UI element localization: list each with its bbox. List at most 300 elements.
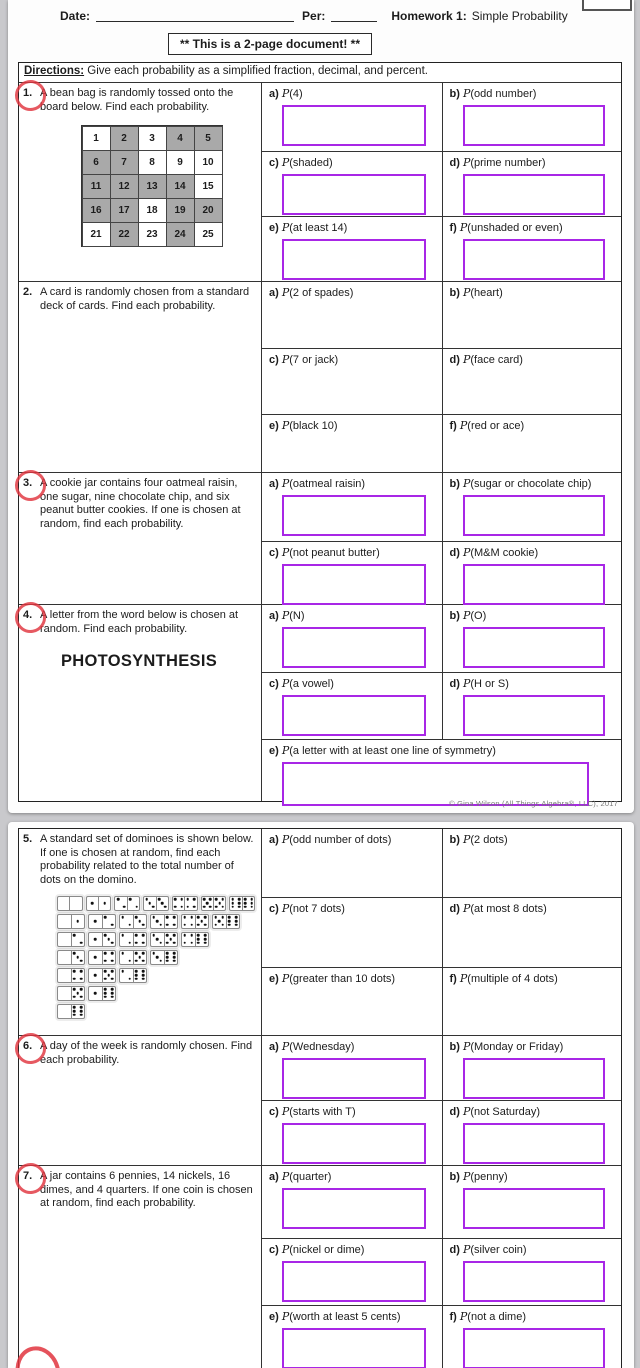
domino-pip: [111, 988, 114, 991]
probability-symbol: P: [281, 1310, 290, 1323]
part-argument: (shaded): [289, 157, 333, 169]
question-3-part-b-cell: [442, 473, 622, 541]
domino-pip: [221, 923, 224, 926]
probability-symbol: P: [459, 972, 468, 985]
question-5-text: A standard set of dominoes is shown below. If one is chosen at random, find each probability related to the total number of dots on the domino.: [40, 833, 254, 886]
domino-2-3: [119, 914, 147, 929]
domino-half: [103, 987, 116, 1000]
domino-pip: [197, 916, 200, 919]
domino-pip: [152, 905, 155, 908]
domino-pip: [200, 920, 203, 923]
question-5-text-cell: [19, 829, 262, 1035]
domino-half: [165, 933, 178, 946]
domino-pip: [135, 977, 138, 980]
domino-1-2: [88, 914, 116, 929]
question-3-row: [19, 472, 621, 604]
board-cell-1: 1: [82, 126, 111, 151]
question-7-part-a-cell: [262, 1166, 442, 1238]
answer-box: [282, 564, 426, 605]
worksheet-page-2: [8, 822, 634, 1368]
question-6-statement: [23, 1040, 255, 1067]
answer-box: [463, 564, 606, 605]
domino-pip: [121, 916, 124, 919]
domino-pip: [173, 923, 176, 926]
domino-pip: [111, 923, 114, 926]
probability-symbol: P: [281, 546, 290, 559]
part-label: [450, 156, 618, 169]
directions-label: Directions:: [24, 65, 85, 77]
answer-box: [282, 1123, 426, 1164]
probability-symbol: P: [281, 156, 290, 169]
part-argument: (quarter): [289, 1171, 332, 1183]
part-label: [450, 677, 618, 690]
domino-pip: [197, 938, 200, 941]
question-2-part-c-cell: [262, 348, 442, 414]
part-label: [269, 744, 617, 757]
part-argument: (worth at least 5 cents): [289, 1311, 401, 1323]
domino-pip: [174, 905, 177, 908]
board-cell-20: 20: [194, 198, 223, 223]
domino-half: [151, 915, 165, 928]
domino-half: [182, 933, 196, 946]
question-1-parts: [262, 83, 621, 281]
part-letter: f): [449, 973, 460, 985]
question-6-part-b-cell: [442, 1036, 622, 1100]
domino-0-6: [57, 1004, 85, 1019]
part-argument: (Monday or Friday): [470, 1041, 564, 1053]
domino-pip: [138, 956, 141, 959]
domino-half: [202, 897, 214, 910]
part-label: [269, 1243, 438, 1256]
domino-0-3: [57, 950, 85, 965]
part-letter: a): [269, 478, 282, 490]
part-label: [269, 902, 438, 915]
question-5-part-c-cell: [262, 897, 442, 967]
domino-half: [103, 933, 116, 946]
domino-pip: [235, 920, 238, 923]
probability-symbol: P: [281, 419, 290, 432]
part-letter: b): [449, 610, 463, 622]
domino-0-2: [57, 932, 85, 947]
domino-pip: [156, 938, 159, 941]
domino-pip: [80, 995, 83, 998]
domino-0-4: [57, 968, 85, 983]
part-letter: b): [449, 88, 463, 100]
homework-label: Homework 1:: [391, 9, 467, 23]
probability-symbol: P: [281, 902, 290, 915]
domino-pip: [203, 898, 206, 901]
part-argument: (7 or jack): [289, 354, 339, 366]
part-argument: (greater than 10 dots): [289, 973, 396, 985]
domino-half: [89, 915, 103, 928]
domino-pip: [244, 902, 247, 905]
probability-symbol: P: [462, 902, 471, 915]
probability-symbol: P: [462, 1040, 471, 1053]
question-6-part-d-cell: [442, 1100, 622, 1165]
domino-pip: [206, 902, 209, 905]
question-7-part-d-cell: [442, 1238, 622, 1305]
domino-half: [103, 969, 116, 982]
question-3-text: A cookie jar contains four oatmeal raisin, one sugar, nine chocolate chip, and six peanut butter cookies. If one is chosen at random, find each probability.: [40, 477, 241, 530]
question-2-part-f-cell: [442, 414, 622, 472]
domino-pip: [166, 959, 169, 962]
domino-pip: [214, 916, 217, 919]
domino-pip: [209, 898, 212, 901]
part-argument: (a vowel): [289, 678, 334, 690]
domino-1-5: [88, 968, 116, 983]
probability-symbol: P: [462, 546, 471, 559]
part-argument: (multiple of 4 dots): [467, 973, 558, 985]
question-6-text: A day of the week is randomly chosen. Find each probability.: [40, 1040, 253, 1066]
question-3-part-d-cell: [442, 541, 622, 604]
probability-symbol: P: [459, 1310, 468, 1323]
domino-pip: [73, 970, 76, 973]
domino-1-4: [88, 950, 116, 965]
domino-4-4: [172, 896, 198, 911]
domino-half: [144, 897, 156, 910]
questions-table-page2: [18, 828, 622, 1368]
domino-half: [58, 951, 72, 964]
domino-pip: [173, 956, 176, 959]
domino-pip: [128, 941, 131, 944]
domino-0-5: [57, 986, 85, 1001]
domino-half: [72, 969, 85, 982]
domino-half: [213, 915, 227, 928]
answer-box: [282, 627, 426, 668]
domino-pip: [111, 952, 114, 955]
domino-pip: [215, 898, 218, 901]
answer-box: [463, 1188, 606, 1229]
part-label: [269, 353, 438, 366]
board-cell-4: 4: [166, 126, 195, 151]
domino-pip: [209, 905, 212, 908]
probability-symbol: P: [281, 677, 290, 690]
part-letter: b): [449, 287, 463, 299]
board-cell-3: 3: [138, 126, 167, 151]
domino-pip: [197, 934, 200, 937]
domino-half: [214, 897, 225, 910]
domino-half: [58, 933, 72, 946]
question-1-statement: [23, 87, 255, 114]
board-cell-13: 13: [138, 174, 167, 199]
domino-1-3: [88, 932, 116, 947]
domino-pip: [80, 988, 83, 991]
domino-half: [72, 987, 85, 1000]
question-4-text-cell: [19, 605, 262, 801]
question-4-part-a-cell: [262, 605, 442, 672]
part-argument: (not 7 dots): [289, 903, 345, 915]
answer-box: [282, 1328, 426, 1368]
domino-pip: [183, 941, 186, 944]
question-2-part-a-cell: [262, 282, 442, 348]
domino-half: [227, 915, 240, 928]
domino-pip: [152, 934, 155, 937]
domino-pip: [159, 941, 162, 944]
question-2-part-e-cell: [262, 414, 442, 472]
part-letter: a): [269, 834, 282, 846]
question-2-part-d-cell: [442, 348, 622, 414]
part-label: [269, 419, 438, 432]
domino-row-6: [57, 986, 255, 1001]
domino-pip: [183, 916, 186, 919]
domino-pip: [173, 934, 176, 937]
domino-half: [89, 987, 103, 1000]
domino-half: [128, 897, 139, 910]
board-cell-9: 9: [166, 150, 195, 175]
board-cell-5: 5: [194, 126, 223, 151]
copyright-text: © Gina Wilson (All Things Algebra®, LLC), 2017: [449, 799, 618, 808]
board-cell-19: 19: [166, 198, 195, 223]
domino-half: [58, 987, 72, 1000]
part-argument: (red or ace): [467, 420, 525, 432]
part-argument: (face card): [470, 354, 523, 366]
part-label: [450, 353, 618, 366]
domino-pip: [91, 902, 94, 905]
domino-pip: [228, 920, 231, 923]
part-label: [269, 833, 438, 846]
domino-pip: [164, 905, 167, 908]
answer-box: [282, 174, 426, 215]
part-letter: c): [269, 903, 282, 915]
question-6-text-cell: [19, 1036, 262, 1165]
domino-1-6: [88, 986, 116, 1001]
questions-table-page1: [18, 62, 622, 802]
board-cell-2: 2: [110, 126, 139, 151]
answer-box: [463, 174, 606, 215]
board-cell-24: 24: [166, 222, 195, 247]
question-7-part-b-cell: [442, 1166, 622, 1238]
question-5-part-f-cell: [442, 967, 622, 1035]
domino-pip: [173, 952, 176, 955]
two-page-banner: ** This is a 2-page document! **: [168, 33, 372, 55]
domino-half: [87, 897, 99, 910]
domino-half: [120, 915, 134, 928]
directions-text: Give each probability as a simplified fraction, decimal, and percent.: [84, 65, 428, 77]
domino-row-5: [57, 968, 255, 983]
probability-symbol: P: [281, 609, 290, 622]
domino-pip: [135, 952, 138, 955]
domino-pip: [121, 970, 124, 973]
domino-pip: [121, 934, 124, 937]
domino-pip: [232, 902, 235, 905]
part-label: [450, 972, 618, 985]
probability-symbol: P: [281, 353, 290, 366]
part-argument: (a letter with at least one line of symmetry): [289, 745, 496, 757]
part-argument: (4): [289, 88, 303, 100]
question-4-row: [19, 604, 621, 801]
domino-pip: [80, 959, 83, 962]
domino-half: [151, 933, 165, 946]
domino-pip: [204, 934, 207, 937]
question-3-part-a-cell: [262, 473, 442, 541]
date-blank-line: [96, 9, 294, 22]
part-label: [269, 156, 438, 169]
domino-pip: [94, 974, 97, 977]
part-argument: (prime number): [470, 157, 546, 169]
part-label: [269, 477, 438, 490]
domino-pip: [76, 992, 79, 995]
question-7-parts: [262, 1166, 621, 1368]
part-label: [269, 1170, 438, 1183]
part-letter: a): [269, 610, 282, 622]
domino-pip: [117, 898, 120, 901]
part-argument: (oatmeal raisin): [289, 478, 366, 490]
domino-pip: [228, 923, 231, 926]
domino-pip: [161, 902, 164, 905]
domino-pip: [111, 970, 114, 973]
question-6-number-circled: 6.: [23, 1040, 40, 1067]
part-label: [450, 477, 618, 490]
domino-pip: [135, 916, 138, 919]
domino-5-6: [212, 914, 240, 929]
answer-box: [282, 1058, 426, 1099]
domino-half: [58, 897, 70, 910]
domino-4-6: [181, 932, 209, 947]
domino-half: [134, 951, 147, 964]
domino-pip: [190, 923, 193, 926]
answer-box: [463, 495, 606, 536]
part-letter: c): [269, 354, 282, 366]
domino-half: [243, 897, 254, 910]
domino-pip: [135, 941, 138, 944]
domino-pip: [166, 952, 169, 955]
domino-pip: [104, 988, 107, 991]
part-letter: c): [269, 678, 282, 690]
question-4-number-circled: 4.: [23, 609, 40, 636]
part-letter: b): [449, 1041, 463, 1053]
question-5-row: [19, 829, 621, 1035]
part-label: [450, 833, 618, 846]
domino-half: [89, 951, 103, 964]
part-letter: c): [269, 157, 282, 169]
domino-half: [185, 897, 196, 910]
part-argument: (M&M cookie): [470, 547, 539, 559]
probability-symbol: P: [462, 353, 471, 366]
domino-pip: [218, 920, 221, 923]
part-label: [450, 87, 618, 100]
domino-half: [230, 897, 242, 910]
part-argument: (odd number of dots): [289, 834, 392, 846]
probability-symbol: P: [462, 1170, 471, 1183]
board-cell-11: 11: [82, 174, 111, 199]
worksheet-header: [60, 9, 628, 23]
probability-board-grid: [81, 125, 223, 247]
probability-symbol: P: [281, 744, 290, 757]
question-2-part-b-cell: [442, 282, 622, 348]
domino-pip: [94, 920, 97, 923]
domino-pip: [142, 941, 145, 944]
domino-pip: [73, 1010, 76, 1013]
domino-half: [103, 951, 116, 964]
domino-pip: [190, 941, 193, 944]
domino-pip: [80, 1010, 83, 1013]
part-label: [450, 609, 618, 622]
domino-pip: [238, 902, 241, 905]
board-cell-8: 8: [138, 150, 167, 175]
question-4-part-c-cell: [262, 672, 442, 739]
domino-pip: [204, 923, 207, 926]
per-blank-line: [331, 9, 377, 22]
domino-pip: [183, 934, 186, 937]
probability-symbol: P: [462, 833, 471, 846]
domino-pip: [73, 977, 76, 980]
domino-0-0: [57, 896, 83, 911]
part-letter: a): [269, 1041, 282, 1053]
domino-pip: [193, 905, 196, 908]
part-letter: d): [449, 354, 463, 366]
board-cell-16: 16: [82, 198, 111, 223]
part-argument: (odd number): [470, 88, 537, 100]
part-label: [269, 609, 438, 622]
domino-pip: [142, 977, 145, 980]
part-letter: e): [269, 973, 282, 985]
part-argument: (unshaded or even): [467, 222, 563, 234]
part-label: [450, 546, 618, 559]
part-argument: (Wednesday): [289, 1041, 355, 1053]
domino-pip: [222, 905, 225, 908]
domino-pip: [104, 992, 107, 995]
domino-half: [182, 915, 196, 928]
question-7-part-e-cell: [262, 1305, 442, 1368]
part-argument: (not a dime): [467, 1311, 526, 1323]
question-3-part-c-cell: [262, 541, 442, 604]
part-letter: b): [449, 834, 463, 846]
answer-box: [463, 1261, 606, 1302]
date-label: Date:: [60, 9, 91, 23]
domino-half: [165, 951, 178, 964]
question-1-text-cell: [19, 83, 262, 281]
probability-symbol: P: [462, 286, 471, 299]
domino-pip: [80, 977, 83, 980]
answer-box: [463, 1328, 606, 1368]
domino-pip: [129, 898, 132, 901]
domino-half: [134, 915, 147, 928]
question-2-row: [19, 281, 621, 472]
domino-pip: [152, 952, 155, 955]
board-cell-23: 23: [138, 222, 167, 247]
domino-half: [58, 1005, 72, 1018]
part-argument: (not peanut butter): [289, 547, 380, 559]
probability-symbol: P: [281, 972, 290, 985]
question-6-part-a-cell: [262, 1036, 442, 1100]
part-letter: f): [449, 1311, 460, 1323]
per-label: Per:: [302, 9, 326, 23]
part-label: [269, 546, 438, 559]
homework-title: Simple Probability: [471, 9, 568, 23]
domino-pip: [203, 905, 206, 908]
domino-pip: [73, 934, 76, 937]
part-letter: d): [449, 547, 463, 559]
probability-symbol: P: [462, 87, 471, 100]
question-6-parts: [262, 1036, 621, 1165]
domino-pip: [80, 970, 83, 973]
photosynthesis-word: PHOTOSYNTHESIS: [60, 652, 218, 671]
domino-pip: [204, 916, 207, 919]
part-argument: (silver coin): [470, 1244, 527, 1256]
part-label: [269, 221, 438, 234]
domino-pip: [111, 941, 114, 944]
domino-pip: [142, 952, 145, 955]
domino-pip: [145, 898, 148, 901]
part-letter: c): [269, 1244, 282, 1256]
domino-pip: [142, 923, 145, 926]
question-4-part-e-cell: [262, 739, 621, 801]
part-letter: f): [449, 420, 460, 432]
domino-pip: [186, 905, 189, 908]
board-cell-21: 21: [82, 222, 111, 247]
domino-row-3: [57, 932, 255, 947]
domino-pip: [166, 934, 169, 937]
